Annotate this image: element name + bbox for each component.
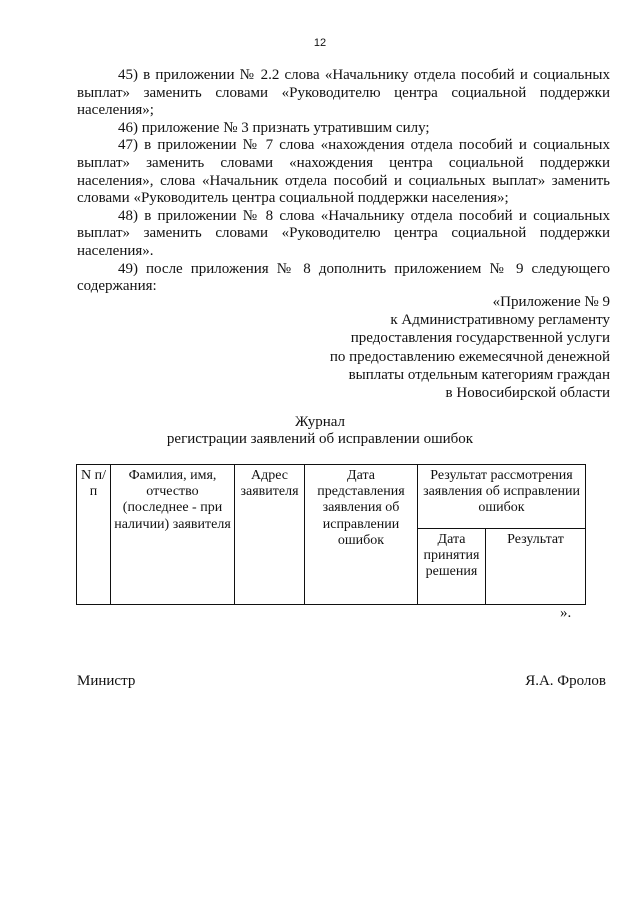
appendix-header-line: к Административному регламенту <box>390 312 610 329</box>
signature-position: Министр <box>77 673 136 689</box>
appendix-header-line: по предоставлению ежемесячной денежной <box>329 348 610 365</box>
header-decision-date: Дата принятия решения <box>418 529 486 605</box>
header-address: Адрес заявителя <box>235 465 305 605</box>
table-header-row <box>77 465 586 529</box>
header-number: N п/п <box>77 465 111 605</box>
header-result-group: Результат рассмотрения заявления об исправлении ошибок <box>418 465 586 529</box>
amendment-paragraph-49: 49) после приложения № 8 дополнить приложением № 9 следующего содержания: <box>77 260 610 295</box>
header-result: Результат <box>486 529 586 605</box>
amendment-list <box>77 67 610 296</box>
appendix-header-line: в Новосибирской области <box>445 385 610 402</box>
amendment-paragraph-48: 48) в приложении № 8 слова «Начальнику отдела пособий и социальных выплат» заменить словами «Руководителю центра социальной поддержки населения». <box>77 207 610 259</box>
journal-title-block <box>0 414 640 448</box>
appendix-header-line: предоставления государственной услуги <box>350 330 610 347</box>
amendment-paragraph-45: 45) в приложении № 2.2 слова «Начальнику отдела пособий и социальных выплат» заменить словами «Руководителю центра социальной поддержки населения»; <box>77 67 610 119</box>
journal-title: Журнал <box>294 414 345 430</box>
appendix-header-line: выплаты отдельным категориям граждан <box>348 366 610 383</box>
amendment-paragraph-47: 47) в приложении № 7 слова «нахождения отдела пособий и социальных выплат» заменить словами «нахождения центра социальной поддержки населения», слова «Начальник отдела пособий и социальных выплат» заменить словами «Руководитель центра социальной поддержки населения»; <box>77 137 610 207</box>
appendix-header-line: «Приложение № 9 <box>492 294 610 310</box>
header-name: Фамилия, имя, отчество (последнее - при наличии) заявителя <box>111 465 235 605</box>
header-date-submitted: Дата представления заявления об исправлении ошибок <box>305 465 418 605</box>
page-number: 12 <box>313 37 327 49</box>
closing-quote: ». <box>560 605 572 621</box>
appendix-header <box>250 293 610 402</box>
amendment-paragraph-46: 46) приложение № 3 признать утратившим силу; <box>118 119 430 136</box>
journal-table <box>76 464 586 605</box>
journal-subtitle: регистрации заявлений об исправлении ошибок <box>166 431 474 447</box>
signature-name: Я.А. Фролов <box>525 673 606 689</box>
